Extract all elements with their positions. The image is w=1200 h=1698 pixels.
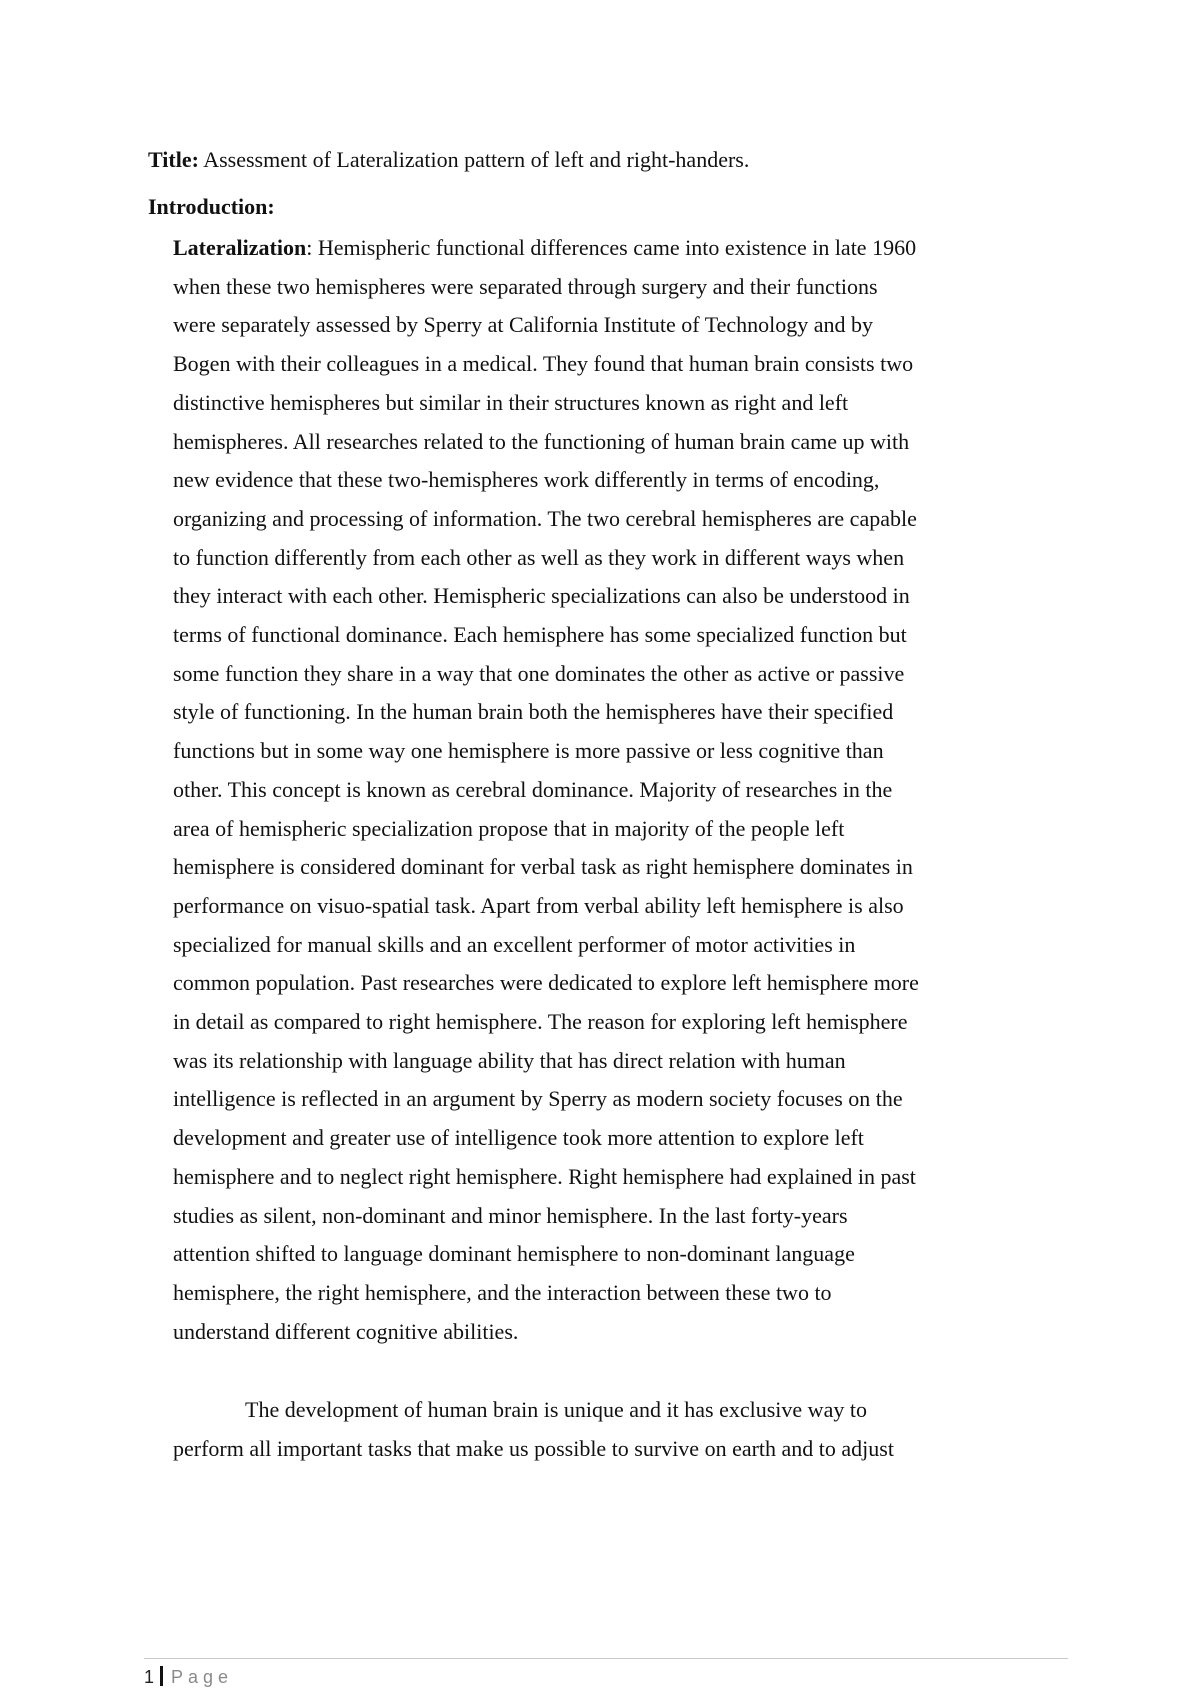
paragraph-line: hemisphere, the right hemisphere, and the interaction between these two to	[173, 1279, 832, 1305]
paragraph-line: Bogen with their colleagues in a medical. They found that human brain consists two	[173, 351, 914, 377]
footer-divider	[144, 1658, 1068, 1659]
paragraph-line: The development of human brain is unique and it has exclusive way to	[245, 1397, 867, 1422]
title-label: Title:	[148, 147, 199, 172]
page-label: Page	[171, 1667, 234, 1687]
paragraph-line: was its relationship with language ability that has direct relation with human	[173, 1047, 846, 1073]
paragraph-line: performance on visuo-spatial task. Apart from verbal ability left hemisphere is also	[173, 892, 904, 918]
paragraph-line: when these two hemispheres were separated through surgery and their functions	[173, 273, 878, 299]
footer-separator	[160, 1666, 163, 1686]
paragraph-line: hemisphere is considered dominant for verbal task as right hemisphere dominates in	[173, 854, 913, 880]
paragraph-line	[173, 234, 916, 262]
paragraph-line: new evidence that these two-hemispheres work differently in terms of encoding,	[173, 467, 880, 493]
paragraph-line: hemisphere and to neglect right hemisphere. Right hemisphere had explained in past	[173, 1163, 916, 1189]
paragraph-line: hemispheres. All researches related to the functioning of human brain came up with	[173, 428, 910, 454]
paragraph-line: they interact with each other. Hemispheric specializations can also be understood in	[173, 583, 910, 609]
paragraph-line: understand different cognitive abilities.	[173, 1318, 519, 1344]
paragraph-line: were separately assessed by Sperry at California Institute of Technology and by	[173, 312, 874, 338]
title-text: Assessment of Lateralization pattern of left and right-handers.	[198, 147, 750, 172]
document-title	[148, 146, 749, 174]
paragraph-line: specialized for manual skills and an excellent performer of motor activities in	[173, 931, 856, 957]
paragraph-line: development and greater use of intelligence took more attention to explore left	[173, 1125, 864, 1151]
paragraph-line: distinctive hemispheres but similar in their structures known as right and left	[173, 389, 849, 415]
paragraph-line: some function they share in a way that one dominates the other as active or passive	[173, 660, 905, 686]
paragraph-line: attention shifted to language dominant hemisphere to non-dominant language	[173, 1241, 855, 1267]
paragraph-line: other. This concept is known as cerebral dominance. Majority of researches in the	[173, 776, 893, 802]
introduction-heading: Introduction:	[148, 194, 275, 219]
paragraph-line-text: : Hemispheric functional differences came into existence in late 1960	[306, 235, 917, 260]
page-footer	[144, 1665, 233, 1689]
paragraph-line: style of functioning. In the human brain both the hemispheres have their specified	[173, 699, 894, 725]
paragraph-line: area of hemispheric specialization propose that in majority of the people left	[173, 815, 845, 841]
page-number: 1	[144, 1667, 155, 1687]
lateralization-term: Lateralization	[173, 235, 307, 260]
paragraph-line: studies as silent, non-dominant and minor hemisphere. In the last forty-years	[173, 1202, 848, 1228]
paragraph-line: organizing and processing of information. The two cerebral hemispheres are capable	[173, 505, 917, 531]
paragraph-line: intelligence is reflected in an argument by Sperry as modern society focuses on the	[173, 1086, 903, 1112]
paragraph-line: terms of functional dominance. Each hemisphere has some specialized function but	[173, 622, 907, 647]
paragraph-line: functions but in some way one hemisphere is more passive or less cognitive than	[173, 738, 884, 764]
paragraph-line: common population. Past researches were dedicated to explore left hemisphere more	[173, 970, 919, 996]
paragraph-line: perform all important tasks that make us possible to survive on earth and to adjust	[173, 1435, 894, 1461]
paragraph-line: to function differently from each other as well as they work in different ways when	[173, 544, 905, 570]
paragraph-line: in detail as compared to right hemisphere. The reason for exploring left hemisphere	[173, 1009, 908, 1034]
